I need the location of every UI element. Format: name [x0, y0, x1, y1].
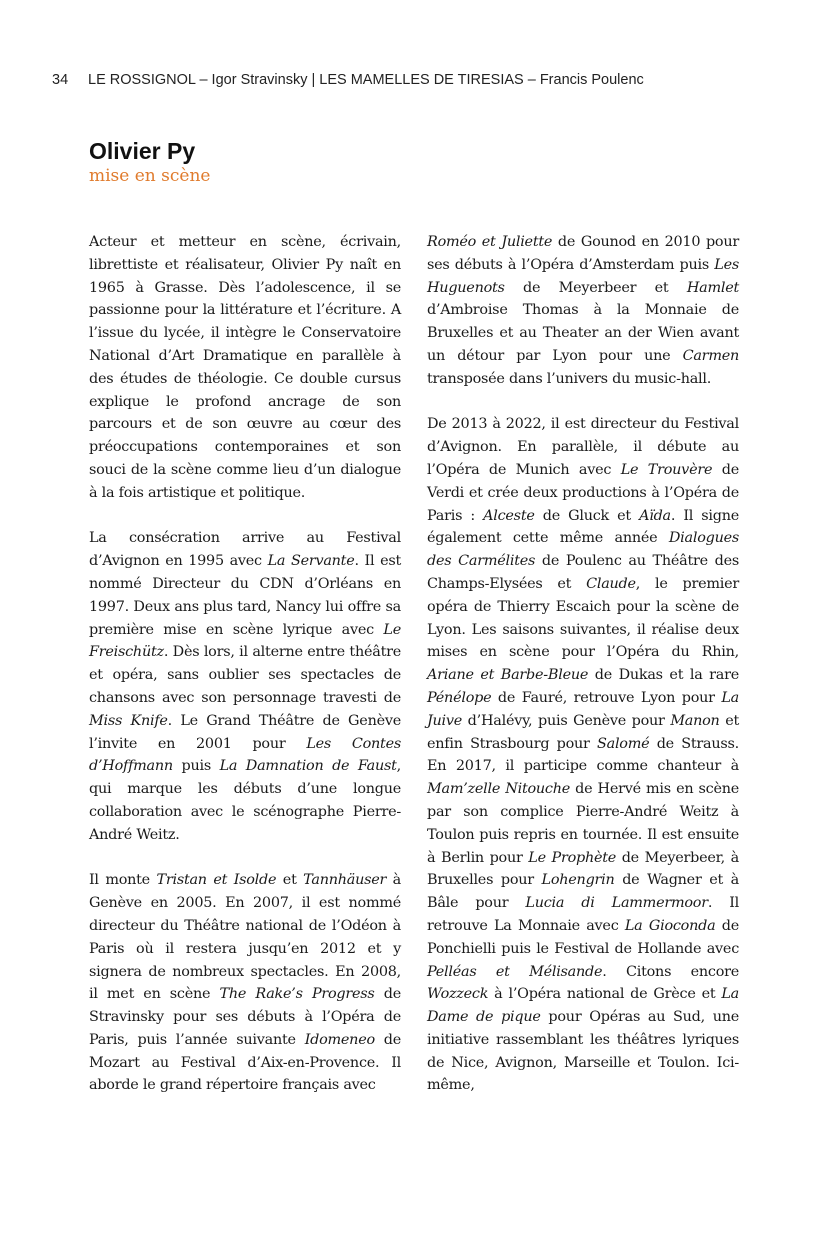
text-run: et: [276, 872, 304, 889]
italic-title: Lohengrin: [541, 872, 615, 889]
text-run: de Poulenc au Théâtre des Champs-Elysées et: [427, 553, 739, 592]
text-run: . Citons encore: [602, 963, 740, 980]
italic-title: Hamlet: [686, 279, 739, 296]
italic-title: Tannhäuser: [303, 872, 387, 889]
text-run: de Fauré, retrouve Lyon pour: [491, 689, 722, 706]
text-run: . Dès lors, il alterne entre théâtre et opéra, sans oublier ses spectacles de chansons avec son personnage travesti de: [89, 644, 401, 706]
page-subtitle: mise en scène: [89, 166, 211, 186]
italic-title: Aïda: [639, 507, 671, 524]
italic-title: Pelléas et Mélisande: [427, 963, 603, 980]
text-run: de Strauss. En 2017, il participe comme chanteur à: [427, 735, 739, 775]
italic-title: Dialogues des Carmélites: [427, 530, 739, 570]
text-run: à Genève en 2005. En 2007, il est nommé directeur du Théâtre national de l’Odéon à Paris où il restera jusqu’en 2012 et y signera de nombreux spectacles. En 2008, il met en scène: [89, 872, 402, 1003]
italic-title: La Dame de pique: [427, 986, 739, 1026]
text-run: de Verdi et crée deux productions à l’Opéra de Paris :: [427, 461, 739, 524]
text-run: pour Opéras au Sud, une initiative rassemblant les théâtres lyriques de Nice, Avignon, Marseille et Toulon. Ici-même,: [427, 1009, 739, 1094]
text-column-right: [427, 231, 739, 1097]
paragraph: [427, 231, 739, 391]
page-title: Olivier Py: [89, 138, 196, 164]
text-run: . Il retrouve La Monnaie avec: [427, 895, 739, 934]
text-run: de Meyerbeer, à Bruxelles pour: [427, 849, 739, 889]
italic-title: Ariane et Barbe-Bleue: [427, 667, 589, 684]
text-run: de Ponchielli puis le Festival de Hollande avec: [427, 917, 739, 957]
text-run: de Stravinsky pour ses débuts à l’Opéra de Paris, puis l’année suivante: [89, 986, 401, 1048]
italic-title: La Juive: [427, 689, 739, 729]
italic-title: Les Huguenots: [427, 256, 739, 296]
text-run: , qui marque les débuts d’une longue collaboration avec le scénographe Pierre-André Weitz.: [89, 758, 401, 843]
paragraph: [427, 413, 739, 1097]
italic-title: Roméo et Juliette: [427, 234, 553, 250]
italic-title: Le Prophète: [528, 849, 617, 866]
text-run: de Dukas et la rare: [588, 667, 739, 684]
text-run: d’Halévy, puis Genève pour: [462, 712, 671, 729]
italic-title: La Damnation de Faust: [219, 758, 397, 775]
page-number: 34: [52, 72, 69, 88]
text-run: à l’Opéra national de Grèce et: [488, 986, 722, 1003]
italic-title: La Servante: [267, 553, 355, 570]
paragraph: [89, 527, 401, 846]
text-run: de Mozart au Festival d’Aix-en-Provence. Il aborde le grand répertoire français avec: [89, 1031, 401, 1094]
paragraph: [89, 231, 401, 505]
text-run: . Il signe également cette même année: [427, 507, 740, 547]
text-run: d’Ambroise Thomas à la Monnaie de Bruxelles et au Theater an der Wien avant un détour par Lyon pour une: [427, 302, 739, 364]
italic-title: Alceste: [483, 507, 535, 524]
text-run: de Gounod en 2010 pour ses débuts à l’Opéra d’Amsterdam puis: [427, 234, 739, 273]
italic-title: Les Contes d’Hoffmann: [89, 735, 401, 775]
running-title: LE ROSSIGNOL – Igor Stravinsky | LES MAMELLES DE TIRESIAS – Francis Poulenc: [88, 72, 644, 88]
text-run: puis: [172, 758, 220, 775]
italic-title: Claude: [586, 575, 636, 592]
italic-title: The Rake’s Progress: [219, 986, 375, 1003]
italic-title: Carmen: [682, 347, 739, 364]
italic-title: Pénélope: [427, 689, 492, 706]
italic-title: Le Trouvère: [620, 461, 713, 478]
italic-title: La Gioconda: [624, 917, 716, 934]
text-run: Il monte: [89, 872, 157, 889]
italic-title: Miss Knife: [89, 712, 168, 729]
text-run: et enfin Strasbourg pour: [427, 712, 740, 752]
italic-title: Manon: [670, 712, 720, 729]
italic-title: Le Freischütz: [89, 621, 401, 661]
text-run: de Wagner et à Bâle pour: [427, 872, 739, 912]
running-header: [52, 72, 752, 88]
text-run: de Gluck et: [534, 507, 640, 524]
text-run: de Hervé mis en scène par son complice Pierre-André Weitz à Toulon puis repris en tournée. Il est ensuite à Berlin pour: [427, 781, 739, 866]
text-run: . Il est nommé Directeur du CDN d’Orléans en 1997. Deux ans plus tard, Nancy lui offre sa première mise en scène lyrique avec: [89, 553, 401, 638]
text-run: De 2013 à 2022, il est directeur du Festival d’Avignon. En parallèle, il débute au l’Opéra de Munich avec: [427, 416, 739, 478]
text-run: , le premier opéra de Thierry Escaich pour la scène de Lyon. Les saisons suivantes, il réalise deux mises en scène pour l’Opéra du Rhin,: [427, 575, 739, 661]
text-run: transposée dans l’univers du music-hall.: [427, 370, 712, 387]
italic-title: Tristan et Isolde: [156, 872, 277, 889]
text-run: . Le Grand Théâtre de Genève l’invite en 2001 pour: [89, 712, 402, 752]
text-run: Acteur et metteur en scène, écrivain, librettiste et réalisateur, Olivier Py naît en 1965 à Grasse. Dès l’adolescence, il se passionne pour la littérature et l’écriture. A l’issue du lycée, il intègre le Conservatoire National d’Art Dramatique en parallèle à des études de théologie. Ce double cursus explique le profond ancrage de son parcours et de son œuvre au cœur des préoccupations contemporaines et son souci de la scène comme lieu d’un dialogue à la fois artistique et politique.: [89, 234, 401, 501]
italic-title: Mam’zelle Nitouche: [427, 781, 571, 798]
paragraph: [89, 869, 401, 1097]
text-run: La consécration arrive au Festival d’Avignon en 1995 avec: [89, 530, 401, 570]
italic-title: Wozzeck: [427, 986, 489, 1003]
text-column-left: [89, 231, 401, 1097]
italic-title: Salomé: [597, 735, 650, 752]
italic-title: Idomeneo: [304, 1031, 375, 1048]
italic-title: Lucia di Lammermoor: [525, 895, 708, 912]
text-run: de Meyerbeer et: [504, 279, 687, 296]
